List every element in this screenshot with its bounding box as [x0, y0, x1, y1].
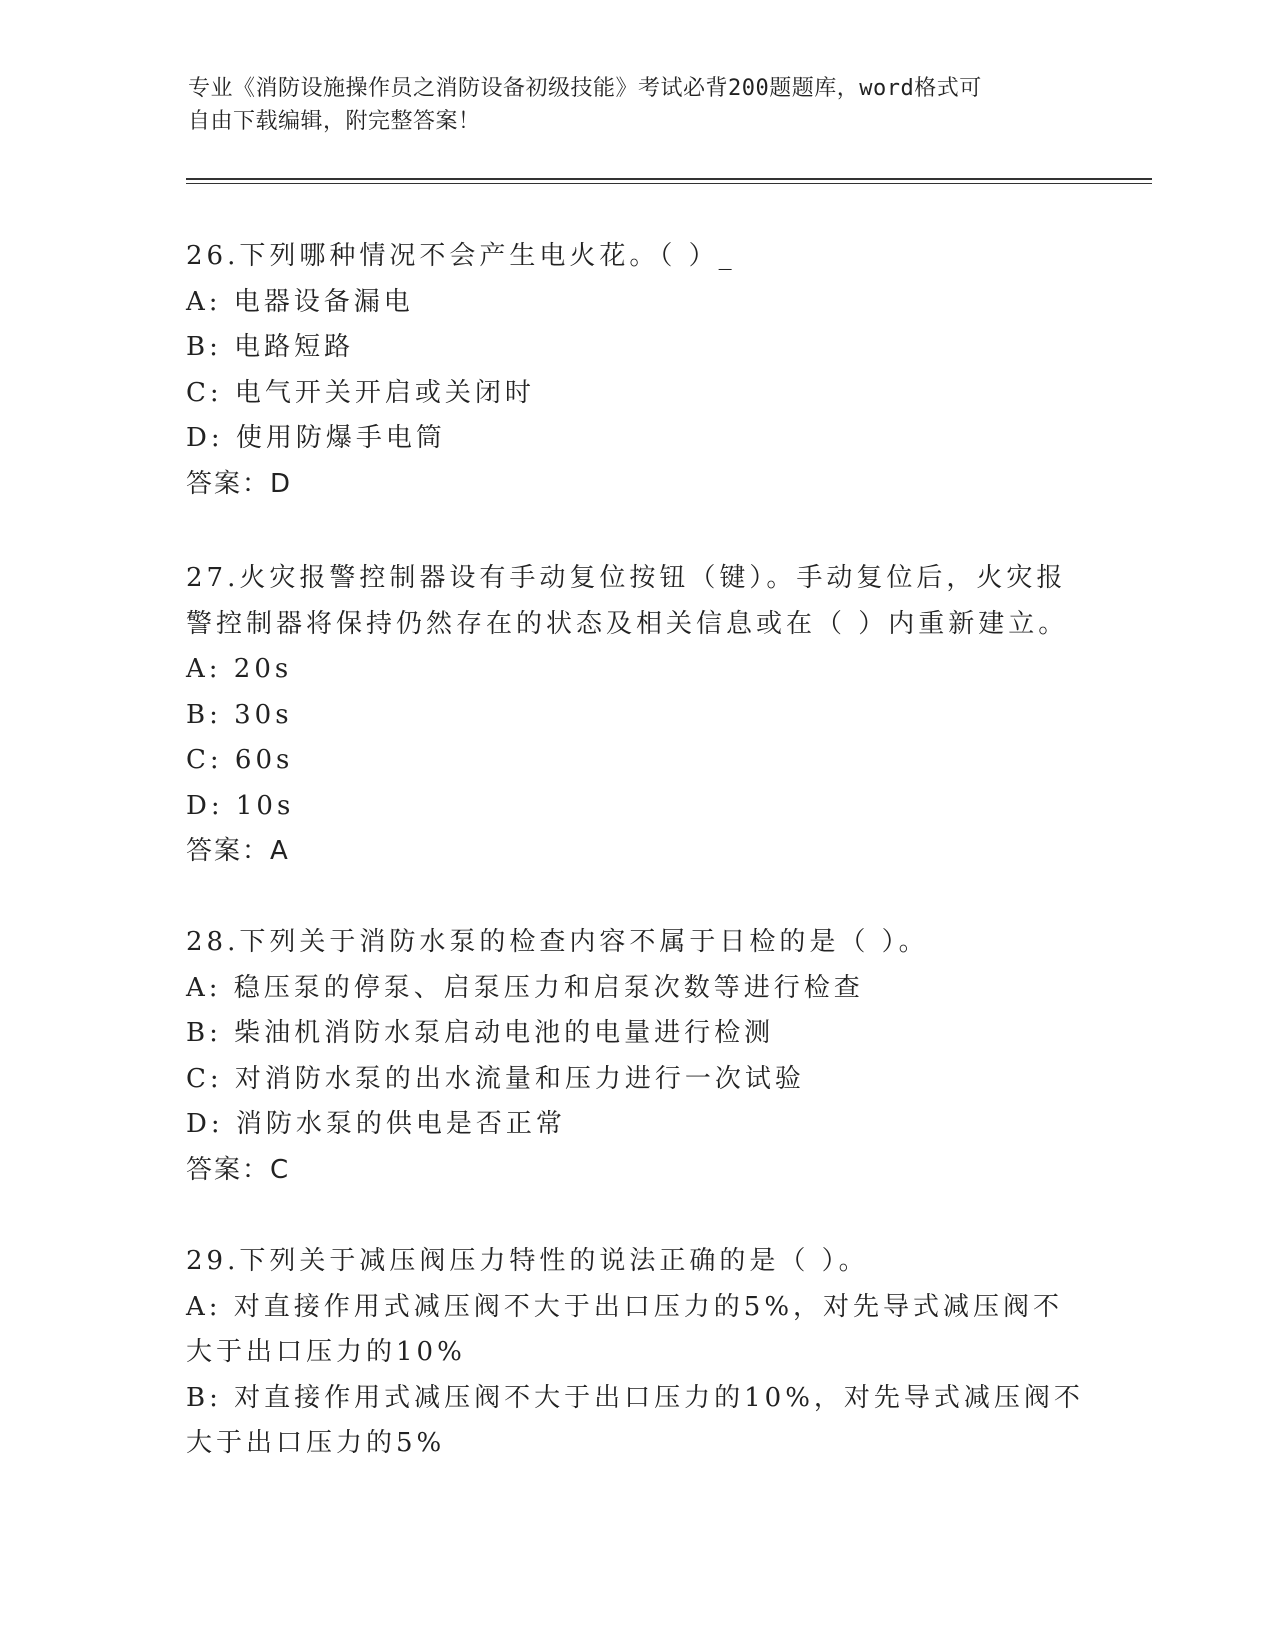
- option-a: A: 对直接作用式减压阀不大于出口压力的5%，对先导式减压阀不大于出口压力的10%: [186, 1291, 1064, 1367]
- header-divider-thick: [186, 178, 1152, 180]
- option-b: B: 30s: [186, 699, 293, 730]
- header-line-2: 自由下载编辑，附完整答案！: [188, 109, 481, 134]
- option-a: A: 电器设备漏电: [186, 286, 414, 317]
- option-d: D: 10s: [186, 790, 295, 821]
- question-26: [186, 234, 1086, 507]
- header-text: [188, 72, 1088, 138]
- option-c: C: 电气开关开启或关闭时: [186, 377, 535, 408]
- option-d: D: 消防水泵的供电是否正常: [186, 1109, 566, 1139]
- answer: 答案：A: [186, 836, 290, 866]
- question-27: [186, 556, 1086, 875]
- header-divider-thin: [186, 183, 1152, 184]
- question-text: 26.下列哪种情况不会产生电火花。（ ）_: [186, 241, 736, 271]
- question-text: 29.下列关于减压阀压力特性的说法正确的是（ ）。: [186, 1246, 869, 1276]
- question-text: 27.火灾报警控制器设有手动复位按钮（键）。手动复位后，火灾报警控制器将保持仍然存在的状态及相关信息或在（ ）内重新建立。: [186, 563, 1069, 639]
- answer: 答案：D: [186, 468, 293, 499]
- option-d: D: 使用防爆手电筒: [186, 423, 446, 453]
- header-line-1: 专业《消防设施操作员之消防设备初级技能》考试必背200题题库，word格式可: [188, 76, 982, 101]
- option-a: A: 20s: [186, 654, 293, 684]
- option-b: B: 对直接作用式减压阀不大于出口压力的10%，对先导式减压阀不大于出口压力的5%: [186, 1382, 1084, 1458]
- question-29: [186, 1239, 1086, 1467]
- option-c: C: 60s: [186, 745, 294, 775]
- option-c: C: 对消防水泵的出水流量和压力进行一次试验: [186, 1063, 805, 1094]
- question-28: [186, 920, 1086, 1193]
- option-b: B: 电路短路: [186, 332, 355, 362]
- answer: 答案：C: [186, 1154, 291, 1185]
- question-text: 28.下列关于消防水泵的检查内容不属于日检的是（ ）。: [186, 927, 929, 957]
- option-a: A: 稳压泵的停泵、启泵压力和启泵次数等进行检查: [186, 972, 864, 1003]
- option-b: B: 柴油机消防水泵启动电池的电量进行检测: [186, 1018, 775, 1048]
